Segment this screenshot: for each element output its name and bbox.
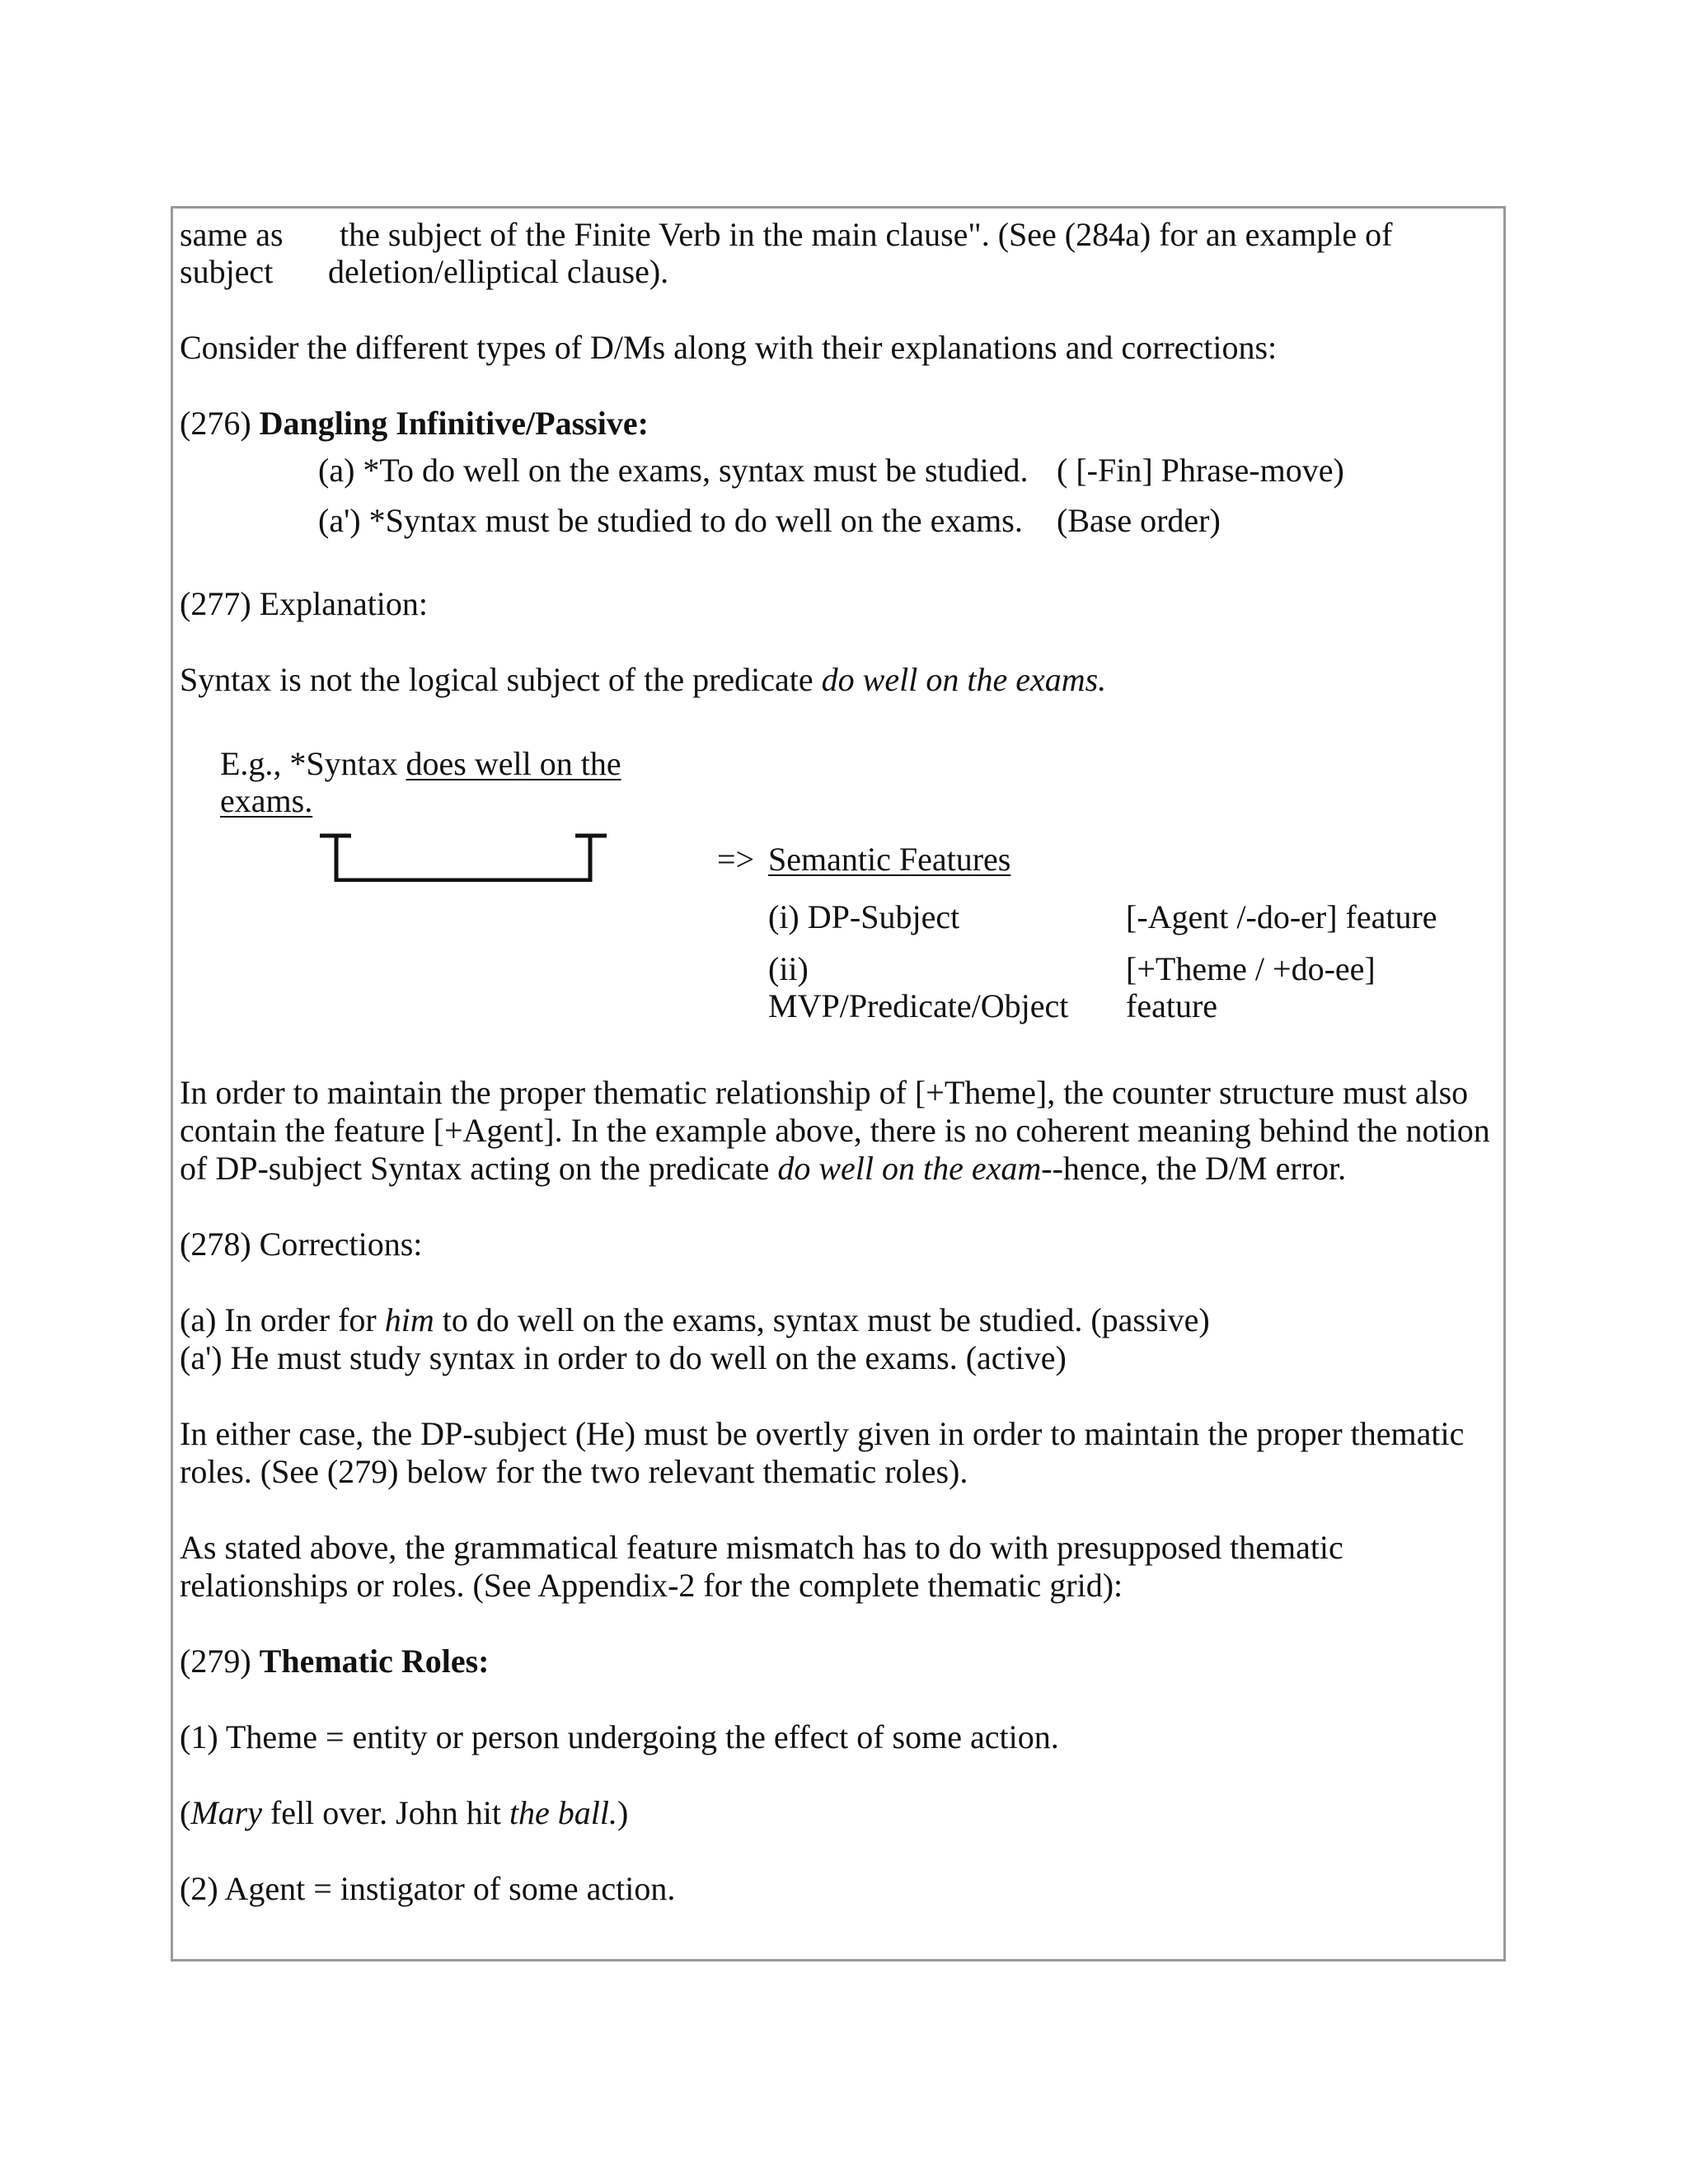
example-mary: Mary: [190, 1794, 262, 1831]
example-number: (276): [180, 405, 251, 442]
correction-a-end: to do well on the exams, syntax must be studied. (passive): [434, 1301, 1210, 1338]
correction-a-start: (a) In order for: [180, 1301, 385, 1338]
example-277-heading: (277) Explanation:: [180, 585, 429, 622]
features-heading: Semantic Features: [768, 841, 1011, 878]
paren-open: (: [180, 1794, 191, 1831]
order-italic: do well on the exam: [777, 1150, 1042, 1187]
example-number: (279): [180, 1643, 251, 1680]
feature-2-right-1: [+Theme / +do-ee]: [1126, 950, 1376, 987]
either-paragraph-2: roles. (See (279) below for the two relevant thematic roles).: [180, 1453, 968, 1490]
theme-examples: [180, 1794, 628, 1832]
correction-a: [180, 1301, 1210, 1339]
example-279-heading: [180, 1643, 489, 1680]
intro-text-1: the subject of the Finite Verb in the main clause". (See (284a) for an example of: [340, 216, 1393, 253]
intro-label-2: subject: [180, 253, 274, 290]
arrow: =>: [717, 841, 755, 878]
order-text-end: --hence, the D/M error.: [1041, 1150, 1347, 1187]
feature-2-left-2: MVP/Predicate/Object: [768, 987, 1069, 1024]
explanation-sentence: [180, 661, 1106, 699]
example-ball: the ball.: [509, 1794, 618, 1831]
bracket-line: [320, 836, 607, 880]
feature-2-right-2: feature: [1126, 987, 1218, 1024]
eg-underlined-predicate: does well on the: [406, 745, 621, 782]
agent-definition: (2) Agent = instigator of some action.: [180, 1870, 676, 1907]
example-276-a2-note: (Base order): [1057, 502, 1221, 539]
order-paragraph-2: contain the feature [+Agent]. In the example above, there is no coherent meaning behind the notion: [180, 1112, 1490, 1149]
example-278-heading: (278) Corrections:: [180, 1226, 423, 1263]
theme-definition: (1) Theme = entity or person undergoing the effect of some action.: [180, 1718, 1059, 1755]
example-title: Thematic Roles:: [259, 1643, 490, 1680]
correction-a2: (a') He must study syntax in order to do well on the exams. (active): [180, 1339, 1067, 1376]
correction-a-italic: him: [384, 1301, 434, 1338]
example-276-a2: (a') *Syntax must be studied to do well on the exams.: [318, 502, 1023, 539]
stated-paragraph-2: relationships or roles. (See Appendix-2 for the complete thematic grid):: [180, 1567, 1123, 1604]
order-paragraph-3: [180, 1150, 1346, 1188]
intro-label-1: same as: [180, 216, 284, 253]
link-bracket-diagram: [313, 832, 610, 882]
order-paragraph-1: In order to maintain the proper thematic relationship of [+Theme], the counter structure must also: [180, 1074, 1469, 1111]
order-text: of DP-subject Syntax acting on the predicate: [180, 1150, 778, 1187]
stated-paragraph-1: As stated above, the grammatical feature mismatch has to do with presupposed thematic: [180, 1529, 1343, 1566]
example-middle: fell over. John hit: [261, 1794, 509, 1831]
intro-text-2: deletion/elliptical clause).: [328, 253, 669, 290]
eg-line-2: exams.: [220, 782, 313, 819]
feature-1-left: (i) DP-Subject: [768, 898, 960, 935]
sentence-text: Syntax is not the logical subject of the predicate: [180, 661, 822, 698]
eg-prefix: E.g., *Syntax: [220, 745, 406, 782]
feature-1-right: [-Agent /-do-er] feature: [1126, 898, 1437, 935]
example-276-heading: [180, 405, 649, 443]
eg-line-1: [220, 745, 621, 783]
feature-2-left-1: (ii): [768, 950, 809, 987]
sentence-italic: do well on the exams.: [821, 661, 1107, 698]
either-paragraph-1: In either case, the DP-subject (He) must be overtly given in order to maintain the proper thematic: [180, 1415, 1465, 1452]
example-title: Dangling Infinitive/Passive:: [259, 405, 649, 442]
consider-paragraph: Consider the different types of D/Ms along with their explanations and corrections:: [180, 329, 1278, 366]
example-276-a-note: ( [-Fin] Phrase-move): [1057, 452, 1344, 489]
paren-close: ): [617, 1794, 629, 1831]
example-276-a: (a) *To do well on the exams, syntax must be studied.: [318, 452, 1029, 489]
